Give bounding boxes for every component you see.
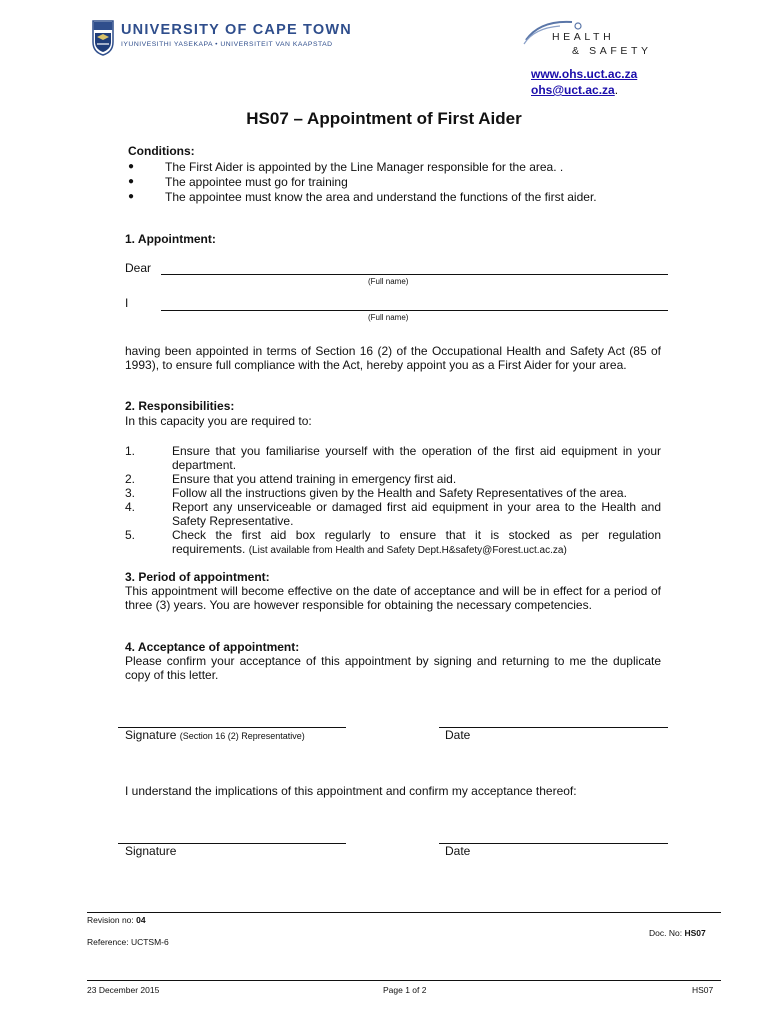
hs-logo-safety-text: & SAFETY: [572, 45, 652, 57]
condition-item: The appointee must know the area and understand the functions of the first aider.: [165, 190, 597, 204]
list-number: 5.: [125, 528, 136, 542]
signature-label: Signature: [125, 728, 177, 742]
full-name-caption: (Full name): [368, 277, 409, 286]
website-link[interactable]: www.ohs.uct.ac.za: [531, 67, 638, 81]
university-name: UNIVERSITY OF CAPE TOWN: [121, 22, 352, 38]
footer-date: 23 December 2015: [87, 985, 160, 995]
appointee-date-line[interactable]: [439, 843, 668, 844]
condition-item: The First Aider is appointed by the Line Manager responsible for the area. .: [165, 160, 564, 174]
doc-value: HS07: [684, 928, 706, 938]
responsibility-note: (List available from Health and Safety Dept.H&safety@Forest.uct.ac.za): [248, 545, 567, 556]
university-subtitle: IYUNIVESITHI YASEKAPA • UNIVERSITEIT VAN KAAPSTAD: [121, 41, 333, 48]
email-line: [531, 81, 618, 99]
doc-label: Doc. No:: [649, 928, 683, 938]
responsibility-item: Ensure that you attend training in emergency first aid.: [172, 472, 457, 486]
responsibility-item-continuation: [172, 542, 567, 558]
appointment-heading: 1. Appointment:: [125, 232, 216, 246]
doc-number: [649, 928, 706, 938]
hs-logo-health-text: HEALTH: [552, 31, 615, 43]
acceptance-heading: 4. Acceptance of appointment:: [125, 640, 300, 654]
signature-note: (Section 16 (2) Representative): [179, 731, 305, 741]
list-number: 4.: [125, 500, 136, 514]
responsibilities-intro: In this capacity you are required to:: [125, 414, 312, 428]
acceptance-statement: I understand the implications of this appointment and confirm my acceptance thereof:: [125, 784, 577, 798]
responsibility-item: Follow all the instructions given by the Health and Safety Representatives of the area.: [172, 486, 627, 500]
list-number: 1.: [125, 444, 136, 458]
uct-crest-logo: [92, 20, 114, 56]
responsibility-item: Report any unserviceable or damaged first aid equipment in your area to the Health and Safety Representative.: [172, 500, 661, 528]
signature2-label: Signature: [125, 844, 177, 858]
email-suffix: .: [614, 83, 619, 97]
responsibility-item: Check the first aid box regularly to ensure that it is stocked as per regulation: [172, 528, 661, 542]
appointer-name-field[interactable]: [161, 310, 668, 311]
signature-caption: [125, 728, 305, 743]
date2-label: Date: [445, 844, 471, 858]
list-number: 2.: [125, 472, 136, 486]
bullet-icon: ●: [128, 176, 135, 187]
responsibility-item: Ensure that you familiarise yourself with the operation of the first aid equipment in your department.: [172, 444, 661, 472]
revision-value: 04: [136, 915, 146, 925]
document-title: HS07 – Appointment of First Aider: [246, 109, 522, 128]
page-number: Page 1 of 2: [383, 985, 427, 995]
footer-divider: [87, 912, 721, 913]
responsibility-item-text: requirements.: [172, 542, 246, 556]
i-label: I: [125, 296, 129, 310]
revision-info: [87, 915, 146, 925]
revision-label: Revision no:: [87, 915, 134, 925]
footer-divider: [87, 980, 721, 981]
period-paragraph: This appointment will become effective on the date of acceptance and will be in effect for a period of three (3) years. You are however responsible for obtaining the necessary competencies.: [125, 584, 661, 612]
acceptance-paragraph: Please confirm your acceptance of this appointment by signing and returning to me the duplicate copy of this letter.: [125, 654, 661, 682]
bullet-icon: ●: [128, 161, 135, 172]
date-label: Date: [445, 728, 471, 742]
bullet-icon: ●: [128, 191, 135, 202]
representative-date-line[interactable]: [439, 727, 668, 728]
footer-code: HS07: [692, 985, 714, 995]
dear-name-field[interactable]: [161, 274, 668, 275]
appointment-paragraph: having been appointed in terms of Section 16 (2) of the Occupational Health and Safety Act (85 of 1993), to ensure full compliance with the Act, hereby appoint you as a First Aider for your area.: [125, 344, 661, 372]
full-name-caption: (Full name): [368, 313, 409, 322]
reference: Reference: UCTSM-6: [87, 937, 169, 947]
email-link[interactable]: ohs@uct.ac.za: [531, 83, 615, 97]
condition-item: The appointee must go for training: [165, 175, 348, 189]
responsibilities-heading: 2. Responsibilities:: [125, 399, 235, 413]
conditions-heading: Conditions:: [128, 144, 195, 158]
dear-label: Dear: [125, 261, 152, 275]
list-number: 3.: [125, 486, 136, 500]
period-heading: 3. Period of appointment:: [125, 570, 270, 584]
